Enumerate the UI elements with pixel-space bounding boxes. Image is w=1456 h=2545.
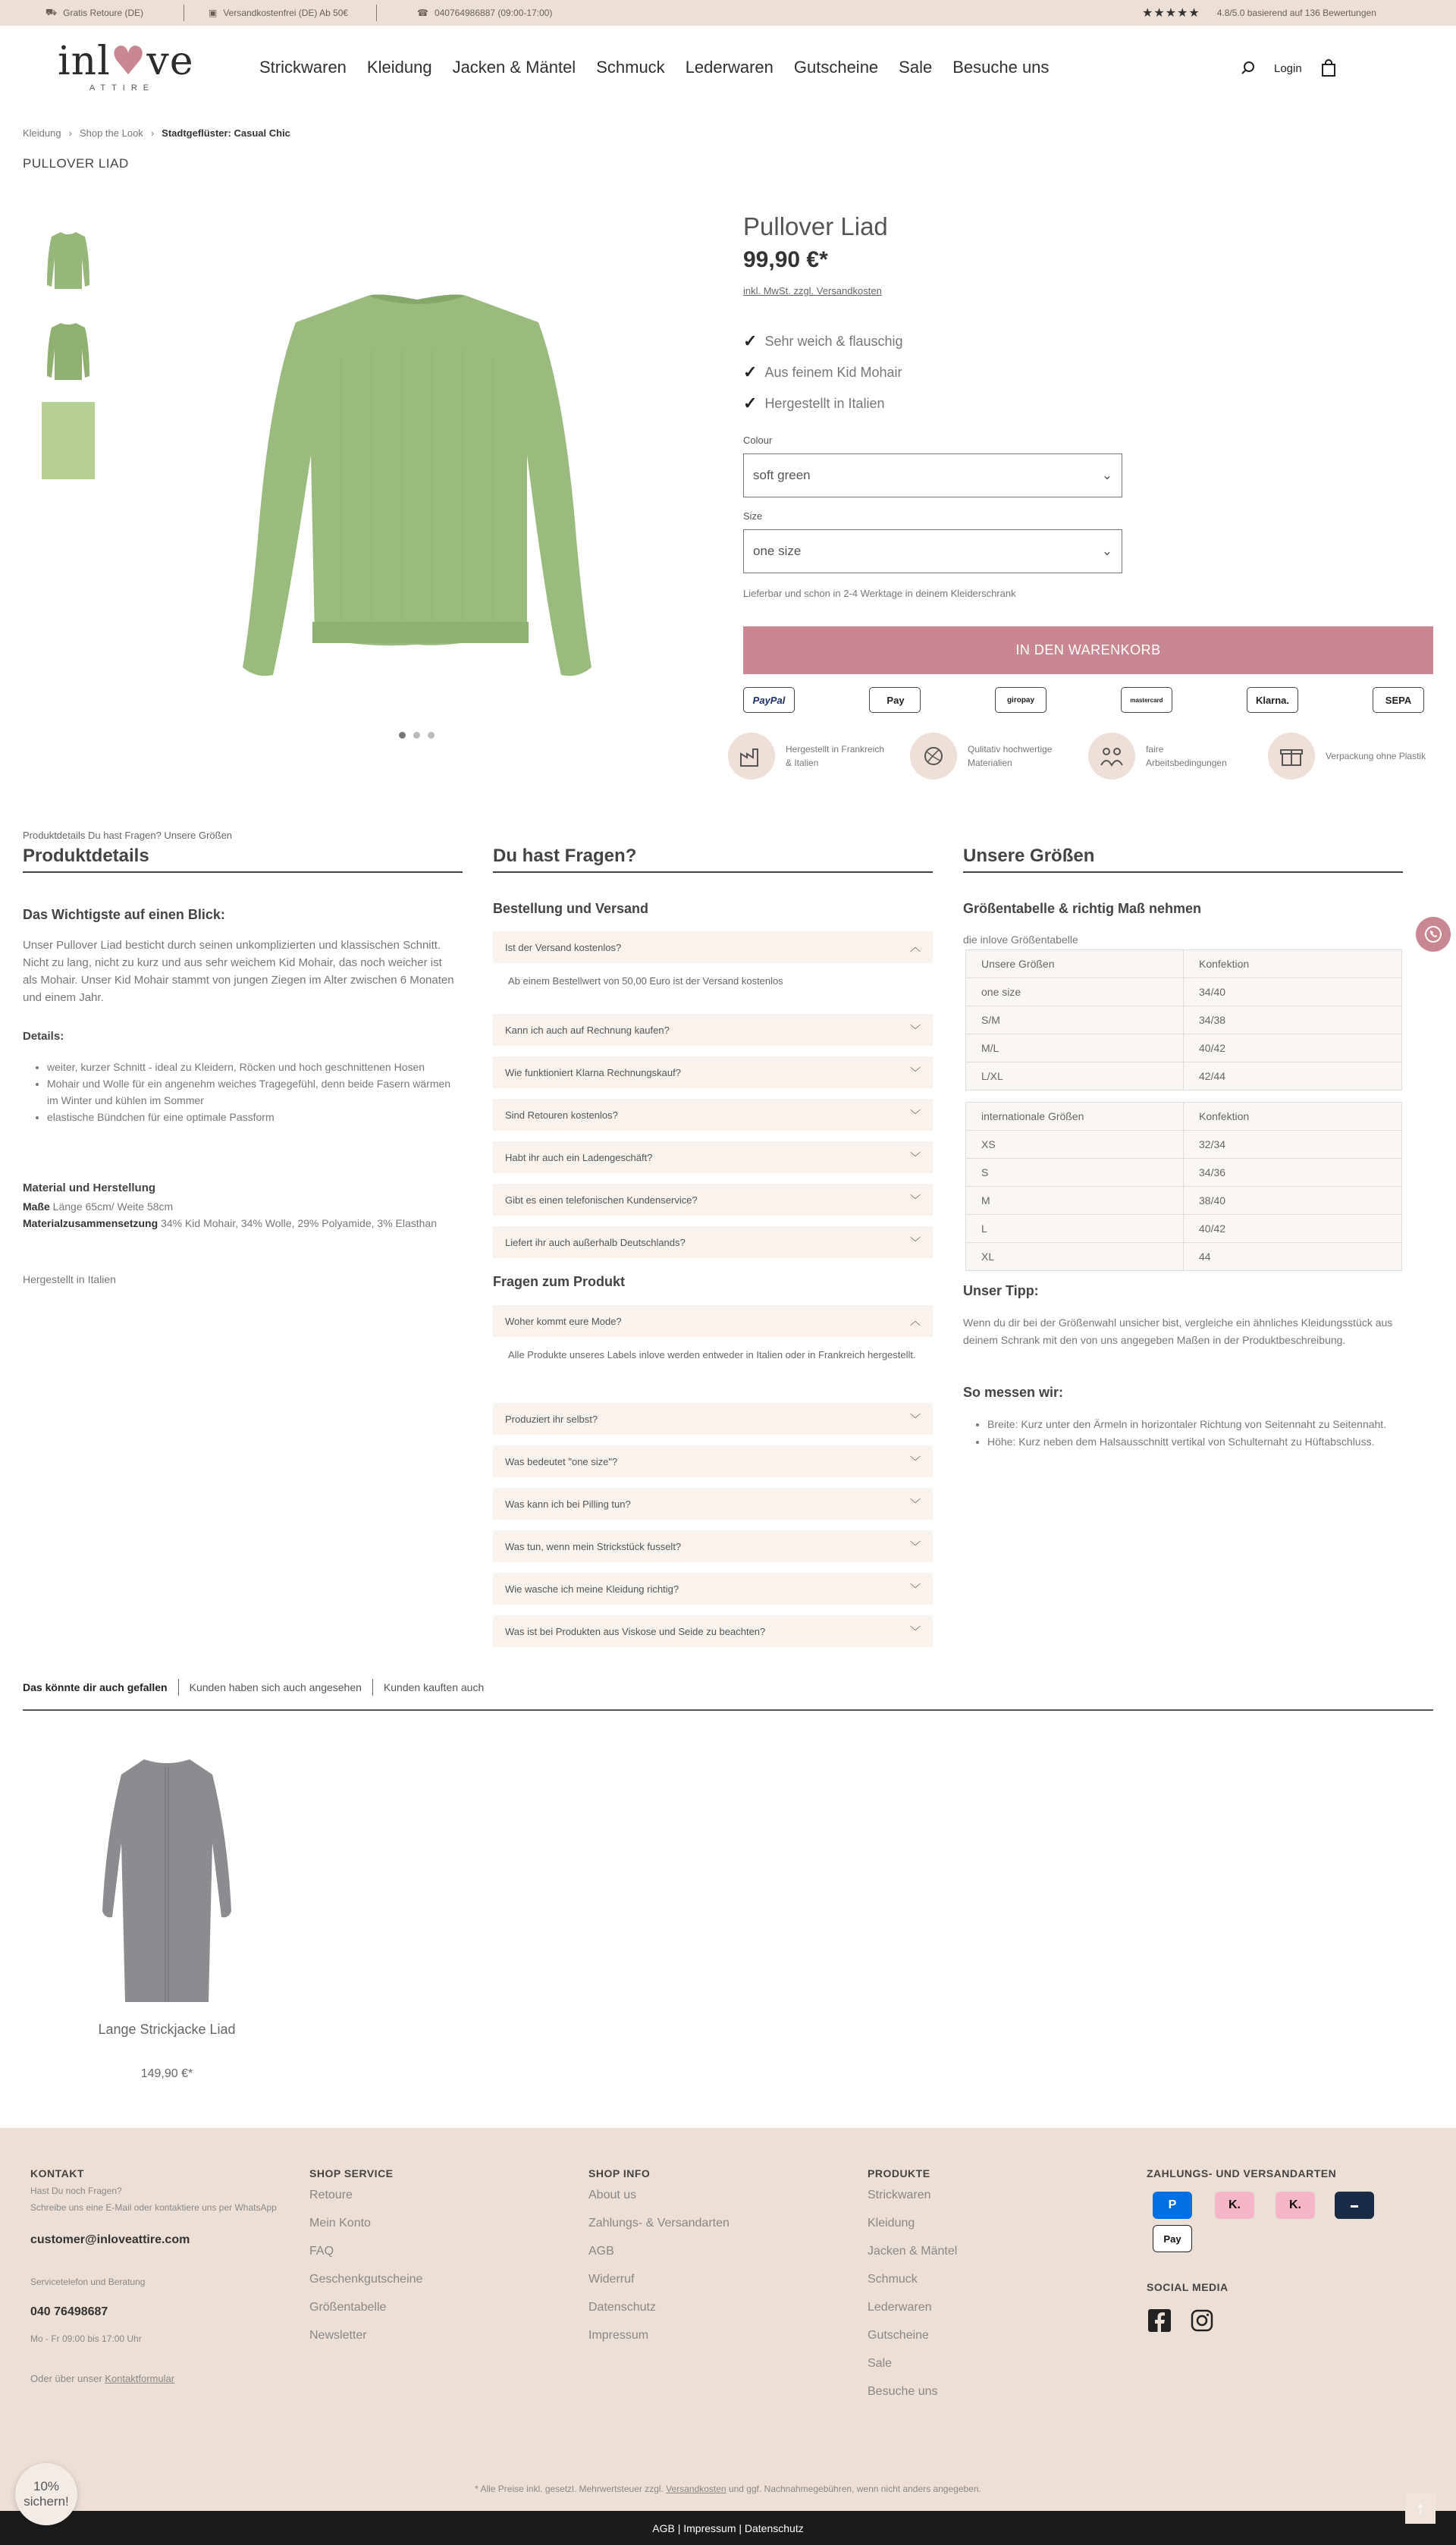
tip-heading: Unser Tipp: [963,1283,1039,1298]
faq-question: Liefert ihr auch außerhalb Deutschlands? [505,1236,686,1248]
faq-question: Ist der Versand kostenlos? [505,941,622,953]
footer-link[interactable]: Zahlungs- & Versandarten [588,2217,730,2230]
login-link[interactable]: Login [1274,61,1302,75]
logo-heart-icon: ♥ [110,39,147,84]
faq-item[interactable] [493,1099,933,1131]
feature-item [743,362,902,382]
discount-badge[interactable] [15,2463,77,2525]
breadcrumb-current[interactable]: Stadtgeflüster: Casual Chic [162,127,290,139]
footer-link[interactable]: About us [588,2189,637,2201]
details-subheading: Das Wichtigste auf einen Blick: [23,907,225,922]
faq-item[interactable] [493,1615,933,1647]
faq-question: Produziert ihr selbst? [505,1413,598,1425]
faq-item[interactable] [493,1530,933,1562]
header-actions [1241,59,1337,77]
arrow-up-icon: ↑ [1416,2499,1425,2518]
table-cell: 34/40 [1184,978,1402,1006]
chevron-down-icon: ﹀ [910,1236,921,1248]
chevron-down-icon: ⌄ [1101,544,1112,558]
divider [376,5,377,21]
nav-jacken[interactable]: Jacken & Mäntel [452,58,576,77]
logo-tagline: ATTIRE [89,83,155,93]
table-cell: 40/42 [1184,1215,1402,1243]
footer-heading-payment: ZAHLUNGS- UND VERSANDARTEN [1147,2167,1337,2179]
chevron-right-icon: › [150,127,155,139]
size-select[interactable] [743,529,1122,573]
faq-item[interactable] [493,1184,933,1216]
table-header-cell: Unsere Größen [966,950,1184,978]
nav-gutscheine[interactable]: Gutscheine [793,58,879,77]
whatsapp-button[interactable] [1416,917,1451,952]
feature-text: Aus feinem Kid Mohair [764,364,902,380]
table-cell: 32/34 [1184,1131,1402,1159]
check-icon: ✓ [743,394,758,413]
gallery-dots [399,732,435,739]
truck-icon: ⛟ [46,7,58,17]
yarn-icon [910,733,957,780]
rating-text: 4.8/5.0 basierend auf 136 Bewertungen [1216,8,1376,18]
table-cell: S/M [966,1006,1184,1034]
footer-link[interactable]: Jacken & Mäntel [868,2245,958,2258]
chevron-down-icon: ﹀ [910,1151,921,1163]
apple-pay-text: Pay [886,694,905,706]
footer-contact-q2: Schreibe uns eine E-Mail oder kontaktiere uns per WhatsApp [30,2202,277,2213]
cart-icon[interactable] [1320,59,1337,77]
footer-link[interactable]: Kleidung [868,2217,915,2230]
paypal-icon: PayPal [743,687,795,713]
colour-label: Colour [743,435,773,446]
recommendation-tabs [23,1679,1433,1711]
table-header-cell: Konfektion [1184,1103,1402,1131]
footer-service-label: Servicetelefon und Beratung [30,2277,146,2287]
footer-form-pre: Oder über unser [30,2373,105,2384]
faq-question: Gibt es einen telefonischen Kundenservice? [505,1194,698,1206]
footer-contact-q: Hast Du noch Fragen? [30,2186,122,2196]
table-cell: 44 [1184,1243,1402,1271]
usp-text: faire [1146,744,1164,755]
usp-text: & Italien [786,758,819,768]
look-title: PULLOVER LIAD [23,156,129,171]
measure-heading: So messen wir: [963,1385,1064,1400]
tab-also-bought[interactable]: Kunden kauften auch [372,1679,494,1696]
check-icon: ✓ [743,362,758,381]
search-icon[interactable] [1241,61,1256,76]
faq-question: Was kann ich bei Pilling tun? [505,1498,631,1510]
size-table-caption: die inlove Größentabelle [963,934,1078,946]
chevron-up-icon: ︿ [910,1315,921,1327]
faq-item[interactable] [493,1056,933,1088]
size-value: one size [753,544,802,558]
sizes-heading: Unsere Größen [963,846,1403,873]
breadcrumb-shop-the-look[interactable]: Shop the Look [79,127,143,139]
klarna-icon: K. [1276,2192,1315,2219]
returns-text: Gratis Retoure (DE) [63,8,144,18]
check-icon: ✓ [743,331,758,350]
footer-contact-question [30,2183,277,2216]
faq-item[interactable] [493,1445,933,1477]
material-label: Materialzusammensetzung [23,1217,158,1229]
disclaimer-pre: * Alle Preise inkl. gesetzl. Mehrwertsteuer zzgl. [475,2484,667,2494]
gift-box-icon [1268,733,1315,780]
usp-no-plastic [1268,733,1426,780]
chevron-down-icon: ﹀ [910,1024,921,1036]
table-cell: 34/36 [1184,1159,1402,1187]
footer-link[interactable]: Datenschutz [588,2301,656,2314]
masse-label: Maße [23,1200,50,1213]
usp-text: Qulitativ hochwertige [968,744,1053,755]
product-main-image[interactable] [228,265,607,690]
nav-kleidung[interactable]: Kleidung [366,58,432,77]
material-info [23,1198,455,1232]
usp-text: Verpackung ohne Plastik [1326,751,1426,761]
sizes-subheading: Größentabelle & richtig Maß nehmen [963,901,1202,916]
shipping-text: Versandkostenfrei (DE) Ab 50€ [223,8,349,18]
thumbnail-3[interactable] [42,402,95,479]
chevron-down-icon: ﹀ [910,1109,921,1121]
site-header [0,26,1456,114]
rating-info[interactable] [1142,0,1376,26]
table-header-cell: internationale Größen [966,1103,1184,1131]
package-icon: ▣ [209,8,218,18]
footer-link[interactable]: Gutscheine [868,2329,929,2342]
instagram-icon[interactable] [1191,2309,1213,2332]
faq-item[interactable] [493,1226,933,1258]
returns-info [46,0,143,26]
faq-question: Kann ich auch auf Rechnung kaufen? [505,1024,670,1036]
product-title: Pullover Liad [743,212,888,240]
usp-text: Arbeitsbedingungen [1146,758,1227,768]
faq-item-open[interactable] [493,931,933,963]
table-cell: S [966,1159,1184,1187]
footer-heading-social: SOCIAL MEDIA [1147,2281,1228,2293]
table-cell: 40/42 [1184,1034,1402,1062]
chevron-down-icon: ﹀ [910,1066,921,1078]
fabric-detail-image [42,402,95,479]
chevron-down-icon: ﹀ [910,1194,921,1206]
product-price: 99,90 €* [743,247,828,272]
footer-heading-kontakt: KONTAKT [30,2167,84,2179]
product-details-heading: Produktdetails [23,846,463,873]
table-cell: L [966,1215,1184,1243]
masse-value: Länge 65cm/ Weite 58cm [49,1200,174,1213]
chevron-down-icon: ﹀ [910,1540,921,1552]
material-value: 34% Kid Mohair, 34% Wolle, 29% Polyamide, 3% Elasthan [158,1217,437,1229]
faq-question: Was ist bei Produkten aus Viskose und Seide zu beachten? [505,1625,766,1637]
footer-heading-produkte: PRODUKTE [868,2167,930,2179]
footer-link[interactable]: Widerruf [588,2273,635,2286]
faq-heading: Du hast Fragen? [493,846,933,873]
usp-text: Materialien [968,758,1012,768]
klarna-icon: K. [1215,2192,1254,2219]
faq-item[interactable] [493,1573,933,1605]
giropay-icon: giropay [995,687,1046,713]
details-bullet: • elastische Bündchen für eine optimale Passform [47,1109,460,1125]
feature-text: Hergestellt in Italien [764,395,885,411]
nav-lederwaren[interactable]: Lederwaren [685,58,774,77]
mastercard-icon: mastercard [1121,687,1172,713]
size-label: Size [743,510,763,522]
phone-text: 040764986887 (09:00-17:00) [434,8,553,18]
footer-email[interactable]: customer@inloveattire.com [30,2233,190,2246]
details-label: Details: [23,1030,64,1043]
delivery-info: Lieferbar und schon in 2-4 Werktage in deinem Kleiderschrank [743,588,1016,599]
usp-fair-work [1088,733,1227,780]
measure-item: • Breite: Kurz unter den Ärmeln in horizontaler Richtung von Seitennaht zu Seitennaht. [987,1416,1412,1433]
faq-group-shipping: Bestellung und Versand [493,901,649,916]
chevron-down-icon: ﹀ [910,1413,921,1425]
contact-form-link[interactable]: Kontaktformular [105,2373,175,2384]
usp-made-in [728,733,884,780]
measure-item: • Höhe: Kurz neben dem Halsausschnitt vertikal von Schulternaht zu Hüftabschluss. [987,1433,1412,1451]
thumbnail-2[interactable] [42,311,95,388]
footer-link[interactable]: Impressum [588,2329,649,2342]
credit-card-icon: ▬ [1335,2192,1374,2219]
faq-item-open[interactable] [493,1305,933,1337]
faq-item[interactable] [493,1403,933,1435]
chevron-down-icon: ﹀ [910,1455,921,1467]
scroll-to-top-button[interactable] [1405,2493,1436,2524]
faq-question: Was bedeutet "one size"? [505,1455,618,1467]
faq-item[interactable] [493,1488,933,1520]
chevron-down-icon: ⌄ [1101,468,1112,482]
whatsapp-icon [1423,924,1443,944]
table-cell: L/XL [966,1062,1184,1090]
price-disclaimer [0,2484,1456,2494]
table-cell: M [966,1187,1184,1215]
table-header-cell: Konfektion [1184,950,1402,978]
faq-question: Woher kommt eure Mode? [505,1315,622,1327]
footer-link[interactable]: Besuche uns [868,2385,938,2398]
table-cell: XL [966,1243,1184,1271]
workers-icon [1088,733,1135,780]
shipping-costs-link[interactable]: Versandkosten [666,2484,726,2494]
faq-question: Wie wasche ich meine Kleidung richtig? [505,1583,679,1595]
thumbnail-1[interactable] [42,220,95,297]
footer-link[interactable]: AGB [588,2245,614,2258]
tip-text: Wenn du dir bei der Größenwahl unsicher bist, vergleiche ein ähnliches Kleidungsstück aus deinem Schrank mit den von uns angegeben Maßen in der Produktbeschreibung. [963,1316,1393,1346]
main-navigation [259,58,1049,77]
paypal-icon: P [1153,2192,1192,2219]
table-cell: 42/44 [1184,1062,1402,1090]
faq-answer: Ab einem Bestellwert von 50,00 Euro ist der Versand kostenlos [508,975,783,987]
footer-link[interactable]: Schmuck [868,2273,918,2286]
usp-quality [910,733,1052,780]
table-cell: XS [966,1131,1184,1159]
recommended-product-image[interactable] [99,1752,235,2010]
details-intro: Unser Pullover Liad besticht durch seinen unkomplizierten und klassischen Schnitt. Nicht zu lang, nicht zu kurz und aus sehr weichem Kid Mohair, das noch weicher ist als Mohair. Unser Kid Mohair stammt von jungen Ziegen im Alter zwischen 6 Monaten und einem Jahr. [23,939,454,1004]
nav-besuche-uns[interactable]: Besuche uns [952,58,1050,77]
faq-question: Wie funktioniert Klarna Rechnungskauf? [505,1066,681,1078]
tax-shipping-link[interactable]: inkl. MwSt. zzgl. Versandkosten [743,285,882,297]
logo[interactable] [58,39,194,100]
recommended-product-price: 149,90 €* [140,2067,193,2080]
size-table-international [965,1102,1402,1271]
faq-item[interactable] [493,1141,933,1173]
apple-pay-icon [869,687,921,713]
details-bullet: • Mohair und Wolle für ein angenehm weiches Tragegefühl, denn beide Fasern wärmen im Winter und kühlen im Sommer [47,1075,460,1109]
colour-select[interactable] [743,453,1122,497]
footer-heading-shop-info: SHOP INFO [588,2167,651,2179]
colour-value: soft green [753,468,811,482]
phone-info[interactable] [417,0,552,26]
sweater-back-thumbnail-image [44,315,93,384]
usp-text: Hergestellt in Frankreich [786,744,885,755]
breadcrumb-kleidung[interactable]: Kleidung [23,127,61,139]
factory-icon [728,733,775,780]
phone-icon: ☎ [417,8,428,18]
footer-link[interactable]: Mein Konto [309,2217,371,2230]
footer-link[interactable]: Newsletter [309,2329,367,2342]
facebook-icon[interactable] [1148,2309,1171,2332]
apple-pay-text: Pay [1163,2233,1181,2245]
size-table-own [965,949,1402,1090]
details-bullet: • weiter, kurzer Schnitt - ideal zu Kleidern, Röcken und hoch geschnittenen Hosen [47,1059,460,1075]
material-heading: Material und Herstellung [23,1181,156,1194]
table-cell: 38/40 [1184,1187,1402,1215]
table-cell: M/L [966,1034,1184,1062]
nav-schmuck[interactable]: Schmuck [596,58,665,77]
footer-link[interactable]: Strickwaren [868,2189,931,2201]
feature-item [743,394,885,413]
footer-link[interactable]: Geschenkgutscheine [309,2273,423,2286]
recommended-product-name[interactable]: Lange Strickjacke Liad [98,2022,236,2037]
legal-links[interactable]: AGB | Impressum | Datenschutz [652,2521,804,2534]
footer-hours: Mo - Fr 09:00 bis 17:00 Uhr [30,2333,142,2344]
apple-pay-icon [1153,2225,1192,2252]
sepa-icon: SEPA [1373,687,1424,713]
details-bullet-list [47,1059,460,1125]
table-cell: 34/38 [1184,1006,1402,1034]
chevron-down-icon: ﹀ [910,1583,921,1595]
shipping-info [209,0,348,26]
footer-link[interactable]: Größentabelle [309,2301,387,2314]
discount-badge-text: 10% sichern! [24,2479,69,2509]
faq-group-product: Fragen zum Produkt [493,1274,626,1289]
logo-text-a: inl [58,39,111,84]
bottom-legal-bar [0,2511,1456,2545]
faq-question: Was tun, wenn mein Strickstück fusselt? [505,1540,682,1552]
chevron-down-icon: ﹀ [910,1498,921,1510]
footer-link[interactable]: Lederwaren [868,2301,932,2314]
feature-item [743,331,903,351]
chevron-down-icon: ﹀ [910,1625,921,1637]
feature-text: Sehr weich & flauschig [764,333,903,349]
faq-item[interactable] [493,1014,933,1046]
footer-contact-form [30,2371,174,2387]
faq-question: Habt ihr auch ein Ladengeschäft? [505,1151,653,1163]
footer-phone[interactable]: 040 76498687 [30,2305,108,2318]
measure-list [987,1416,1412,1451]
nav-strickwaren[interactable]: Strickwaren [259,58,347,77]
top-info-bar [0,0,1456,26]
breadcrumb [23,127,290,139]
chevron-right-icon: › [68,127,72,139]
gallery-dot-2[interactable] [413,732,420,739]
sweater-thumbnail-image [44,224,93,293]
tab-also-viewed[interactable]: Kunden haben sich auch angesehen [178,1679,372,1696]
gallery-dot-1[interactable] [399,732,406,739]
footer-link[interactable]: Retoure [309,2189,353,2201]
chevron-up-icon: ︿ [910,941,921,953]
footer-link[interactable]: Sale [868,2357,893,2370]
faq-answer: Alle Produkte unseres Labels inlove werden entweder in Italien oder in Frankreich hergestellt. [508,1349,916,1360]
disclaimer-post: und ggf. Nachnahmegebühren, wenn nicht anders angegeben. [726,2484,981,2494]
rating-stars-icon: ★★★★★ [1142,7,1200,20]
footer-link[interactable]: FAQ [309,2245,334,2258]
tab-also-like[interactable]: Das könnte dir auch gefallen [23,1681,168,1693]
table-cell: one size [966,978,1184,1006]
gallery-dot-3[interactable] [428,732,435,739]
made-in-text: Hergestellt in Italien [23,1273,116,1285]
add-to-cart-button[interactable]: IN DEN WARENKORB [743,626,1433,674]
logo-text-b: ve [146,39,194,84]
section-anchor-links[interactable]: Produktdetails Du hast Fragen? Unsere Größen [23,830,233,841]
nav-sale[interactable]: Sale [899,58,933,77]
klarna-icon: Klarna. [1247,687,1298,713]
faq-question: Sind Retouren kostenlos? [505,1109,618,1121]
footer-heading-shop-service: SHOP SERVICE [309,2167,394,2179]
